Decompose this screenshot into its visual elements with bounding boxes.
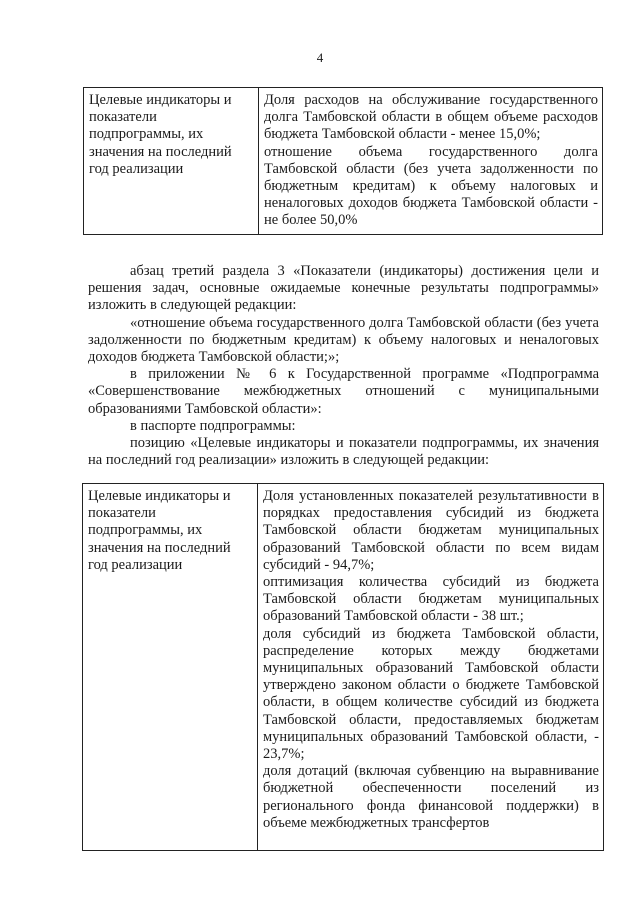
indicator-label-cell: Целевые индикаторы и показатели подпрограммы, их значения на последний год реализации <box>83 484 258 851</box>
paragraph: в приложении № 6 к Государственной программе «Подпрограмма «Совершенствование межбюджетных отношений с муниципальными образованиями Тамбовской области»: <box>88 366 599 417</box>
indicator-item: доля субсидий из бюджета Тамбовской области, распределение которых между бюджетами муниципальных образований Тамбовской области утверждено законом области о бюджете Тамбовской области, в общем количестве субсидий из бюджета Тамбовской области, предоставляемых бюджетам муниципальных образований Тамбовской области, - 23,7%; <box>263 625 599 763</box>
indicator-item: отношение объема государственного долга Тамбовской области (без учета задолженности по бюджетным кредитам) к объему налоговых и неналоговых доходов бюджета Тамбовской области - не более 50,0% <box>264 143 598 229</box>
paragraph: позицию «Целевые индикаторы и показатели подпрограммы, их значения на последний год реализации» изложить в следующей редакции: <box>88 435 599 469</box>
indicator-item: оптимизация количества субсидий из бюджета Тамбовской области бюджетам муниципальных образований Тамбовской области - 38 шт.; <box>263 574 599 625</box>
indicator-item: Доля расходов на обслуживание государственного долга Тамбовской области в общем объеме расходов бюджета Тамбовской области - менее 15,0%; <box>264 92 598 143</box>
paragraph: «отношение объема государственного долга Тамбовской области (без учета задолженности по бюджетным кредитам) к объему налоговых и неналоговых доходов бюджета Тамбовской области;»; <box>88 314 599 366</box>
indicator-values-cell <box>258 484 604 851</box>
indicators-table-1 <box>83 87 603 235</box>
indicator-label-cell: Целевые индикаторы и показатели подпрограммы, их значения на последний год реализации <box>84 88 259 235</box>
indicator-item: Доля установленных показателей результативности в порядках предоставления субсидий из бюджета Тамбовской области бюджетам муниципальных образований Тамбовской области по всем видам субсидий - 94,7%; <box>263 488 599 573</box>
table-row <box>83 484 604 851</box>
paragraph: в паспорте подпрограммы: <box>130 417 296 434</box>
paragraph: абзац третий раздела 3 «Показатели (индикаторы) достижения цели и решения задач, основные ожидаемые конечные результаты подпрограммы» изложить в следующей редакции: <box>88 263 599 314</box>
indicators-table-2 <box>82 483 604 851</box>
table-row <box>84 88 603 235</box>
page-number: 4 <box>316 50 324 65</box>
indicator-values-cell <box>259 88 603 235</box>
body-text <box>88 263 599 469</box>
indicator-item: доля дотаций (включая субвенцию на выравнивание бюджетной обеспеченности поселений из регионального фонда финансовой поддержки) в объеме межбюджетных трансфертов <box>263 763 599 831</box>
